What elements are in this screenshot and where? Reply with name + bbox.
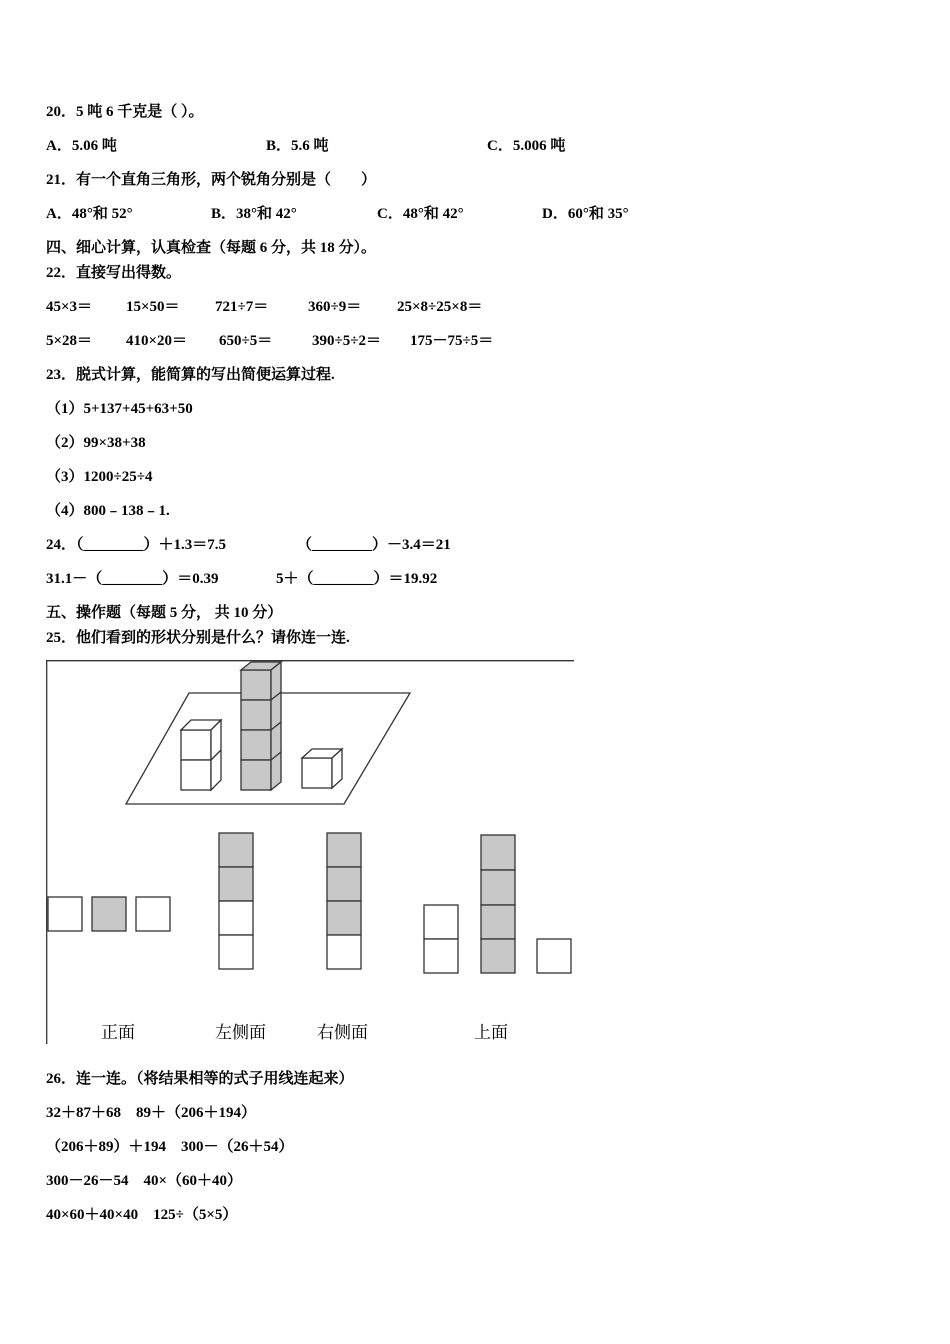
q26-row: 40×60＋40×40 125÷（5×5） — [46, 1207, 238, 1223]
q23-item: （3）1200÷25÷4 — [46, 469, 153, 485]
q24-blank-equation: 24．（________）＋1.3＝7.5 — [46, 537, 227, 553]
q21-option-b: B．38°和 42° — [211, 206, 297, 222]
q22-expr: 25×8÷25×8＝ — [397, 299, 483, 315]
q22-expr: 721÷7＝ — [215, 299, 269, 315]
q20-option-a: A．5.06 吨 — [46, 138, 117, 154]
middle-cube-stack — [241, 662, 281, 790]
q24-blank-equation: 5＋（________）＝19.92 — [276, 571, 438, 587]
view-option-column-b — [327, 833, 361, 969]
view-option-three-columns — [424, 835, 571, 973]
right-single-cube — [302, 749, 342, 788]
section-4-heading: 四、细心计算，认真检查（每题 6 分，共 18 分）。 — [46, 240, 377, 256]
q26-row: 300－26－54 40×（60＋40） — [46, 1173, 243, 1189]
q23-item: （2）99×38+38 — [46, 435, 146, 451]
left-cube-stack — [181, 720, 221, 790]
q24-blank-equation: 31.1－（________）＝0.39 — [46, 571, 219, 587]
q23-stem: 23．脱式计算，能简算的写出简便运算过程. — [46, 367, 335, 383]
caption-right-side: 右侧面 — [317, 1023, 368, 1043]
q22-expr: 5×28＝ — [46, 333, 93, 349]
caption-left-side: 左侧面 — [215, 1023, 266, 1043]
q24-blank-equation: （________）－3.4＝21 — [297, 537, 451, 553]
section-5-heading: 五、操作题（每题 5 分， 共 10 分） — [46, 605, 283, 621]
q20-option-b: B．5.6 吨 — [266, 138, 329, 154]
caption-front: 正面 — [101, 1023, 135, 1043]
caption-top: 上面 — [474, 1023, 508, 1043]
q22-stem: 22．直接写出得数。 — [46, 265, 182, 281]
q22-expr: 360÷9＝ — [308, 299, 362, 315]
q25-stem: 25．他们看到的形状分别是什么？请你连一连. — [46, 630, 350, 646]
q21-option-c: C．48°和 42° — [377, 206, 464, 222]
q22-expr: 410×20＝ — [126, 333, 188, 349]
q22-expr: 45×3＝ — [46, 299, 93, 315]
q21-option-d: D．60°和 35° — [542, 206, 629, 222]
q21-option-a: A．48°和 52° — [46, 206, 133, 222]
q26-stem: 26．连一连。（将结果相等的式子用线连起来） — [46, 1071, 354, 1087]
q23-item: （4）800﹣138﹣1. — [46, 503, 170, 519]
q25-views-figure — [46, 660, 576, 1044]
q23-item: （1）5+137+45+63+50 — [46, 401, 193, 417]
q22-expr: 175－75÷5＝ — [410, 333, 494, 349]
q21-stem: 21．有一个直角三角形，两个锐角分别是（ ） — [46, 172, 377, 188]
q22-expr: 650÷5＝ — [219, 333, 273, 349]
q26-row: 32＋87＋68 89＋（206＋194） — [46, 1105, 257, 1121]
q26-row: （206＋89）＋194 300－（26＋54） — [46, 1139, 294, 1155]
q22-expr: 390÷5÷2＝ — [312, 333, 381, 349]
view-option-column-a — [219, 833, 253, 969]
q20-option-c: C．5.006 吨 — [487, 138, 566, 154]
view-option-row — [48, 897, 170, 931]
q22-expr: 15×50＝ — [126, 299, 180, 315]
q20-stem: 20．5 吨 6 千克是（ ）。 — [46, 104, 204, 120]
